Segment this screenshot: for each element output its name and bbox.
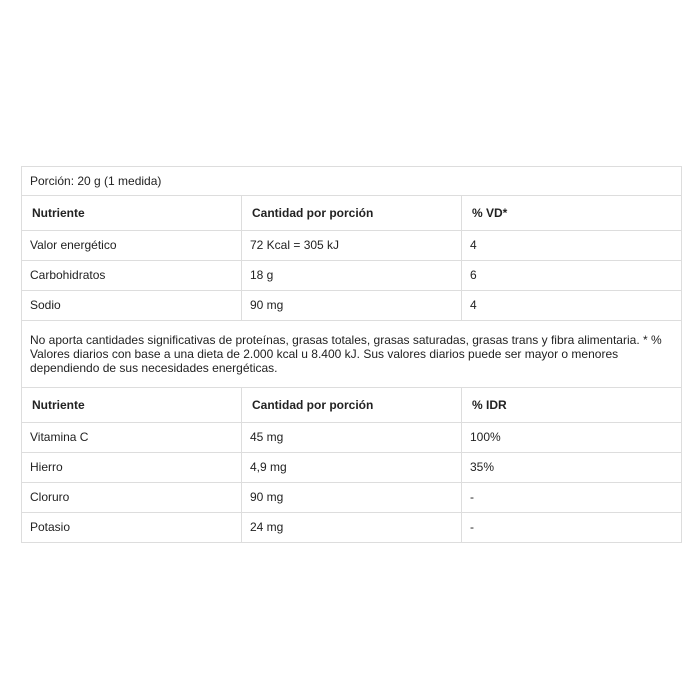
- nutrient-percent: -: [462, 483, 682, 513]
- nutrient-name: Sodio: [22, 291, 242, 321]
- nutrient-percent: 4: [462, 291, 682, 321]
- portion-cell: Porción: 20 g (1 medida): [22, 167, 682, 196]
- note-row: [22, 321, 682, 388]
- portion-row: [22, 167, 682, 196]
- header-amount: Cantidad por porción: [242, 196, 462, 231]
- nutrient-amount: 90 mg: [242, 291, 462, 321]
- nutrient-name: Potasio: [22, 513, 242, 543]
- nutrition-table: [21, 166, 682, 543]
- nutrient-amount: 45 mg: [242, 423, 462, 453]
- table-row: [22, 513, 682, 543]
- table-row: [22, 483, 682, 513]
- table-row: [22, 423, 682, 453]
- nutrient-amount: 18 g: [242, 261, 462, 291]
- nutrient-name: Valor energético: [22, 231, 242, 261]
- nutrient-name: Vitamina C: [22, 423, 242, 453]
- nutrient-amount: 90 mg: [242, 483, 462, 513]
- table-row: [22, 453, 682, 483]
- header-daily-value: % VD*: [462, 196, 682, 231]
- table2-header-row: [22, 388, 682, 423]
- nutrient-name: Hierro: [22, 453, 242, 483]
- header-nutrient: Nutriente: [22, 196, 242, 231]
- table1-header-row: [22, 196, 682, 231]
- nutrient-amount: 24 mg: [242, 513, 462, 543]
- header-idr: % IDR: [462, 388, 682, 423]
- header-amount: Cantidad por porción: [242, 388, 462, 423]
- header-nutrient: Nutriente: [22, 388, 242, 423]
- nutrient-percent: 4: [462, 231, 682, 261]
- nutrient-percent: 35%: [462, 453, 682, 483]
- nutrient-percent: 100%: [462, 423, 682, 453]
- table-row: [22, 291, 682, 321]
- nutrient-amount: 4,9 mg: [242, 453, 462, 483]
- table-row: [22, 231, 682, 261]
- nutrient-percent: -: [462, 513, 682, 543]
- nutrient-name: Carbohidratos: [22, 261, 242, 291]
- nutrient-amount: 72 Kcal = 305 kJ: [242, 231, 462, 261]
- nutrient-name: Cloruro: [22, 483, 242, 513]
- note-cell: No aporta cantidades significativas de proteínas, grasas totales, grasas saturadas, grasas trans y fibra alimentaria. * % Valores diarios con base a una dieta de 2.000 kcal u 8.400 kJ. Sus valores diarios puede ser mayor o menores dependiendo de sus necesidades energéticas.: [22, 321, 682, 388]
- nutrient-percent: 6: [462, 261, 682, 291]
- table-row: [22, 261, 682, 291]
